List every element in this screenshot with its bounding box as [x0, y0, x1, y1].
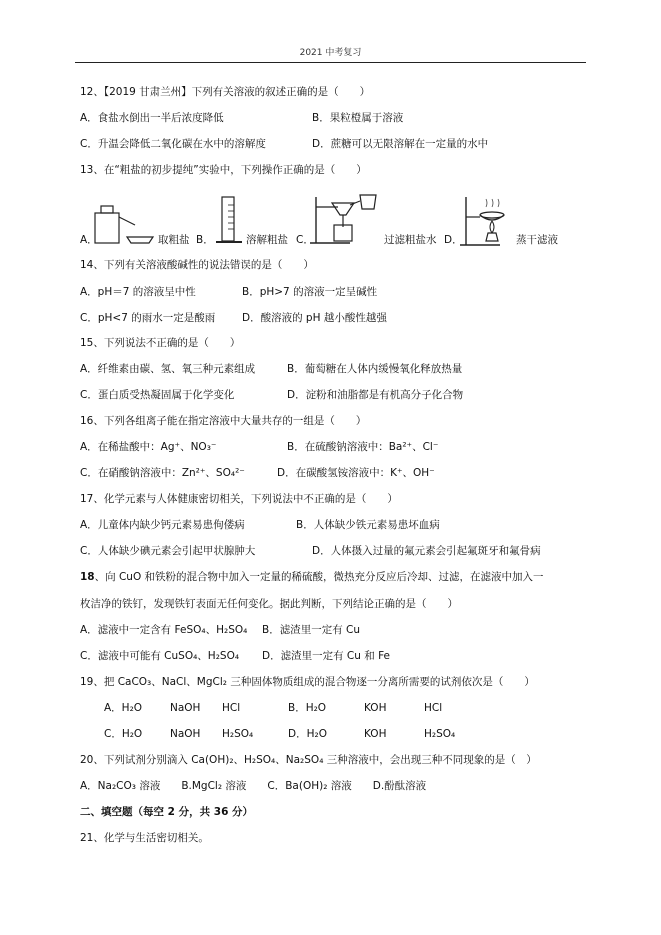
q13-option-d-label: D．: [444, 234, 463, 246]
q15-option-d: D．淀粉和油脂都是有机高分子化合物: [287, 389, 464, 401]
q15-option-b: B．葡萄糖在人体内缓慢氧化释放热量: [287, 363, 463, 375]
q14-option-c: C．pH<7 的雨水一定是酸雨: [80, 312, 216, 324]
q19-stem: 19、把 CaCO₃、NaCl、MgCl₂ 三种固体物质组成的混合物逐一分离所需要的试剂依次是（ ）: [80, 676, 535, 688]
q17-option-d: D．人体摄入过量的氟元素会引起氟斑牙和氟骨病: [312, 545, 541, 557]
q13-stem: 13、在“粗盐的初步提纯”实验中，下列操作正确的是（ ）: [80, 164, 367, 176]
q19-option-c-1: C．H₂O: [104, 728, 143, 740]
q21-stem: 21、化学与生活密切相关。: [80, 832, 209, 844]
q12-option-d: D．蔗糖可以无限溶解在一定量的水中: [312, 138, 489, 150]
q19-option-a-2: NaOH: [170, 702, 201, 714]
q16-option-b: B．在硫酸钠溶液中：Ba²⁺、Cl⁻: [287, 441, 439, 453]
q16-option-a: A．在稀盐酸中：Ag⁺、NO₃⁻: [80, 441, 217, 453]
q13-option-a-label: A．: [80, 234, 98, 246]
q12-option-a: A．食盐水倒出一半后浓度降低: [80, 112, 224, 124]
q15-option-a: A．纤维素由碳、氢、氧三种元素组成: [80, 363, 256, 375]
q20-options: A．Na₂CO₃ 溶液 B.MgCl₂ 溶液 C．Ba(OH)₂ 溶液 D.酚酞溶液: [80, 780, 427, 792]
q13-option-c-text: 过滤粗盐水: [384, 234, 437, 246]
q19-option-b-1: B．H₂O: [288, 702, 327, 714]
q19-option-d-2: KOH: [364, 728, 387, 740]
q12-stem: 12、【2019 甘肃兰州】下列有关溶液的叙述正确的是（ ）: [80, 86, 371, 98]
q19-option-a-1: A．H₂O: [104, 702, 143, 714]
q18-option-c: C．滤液中可能有 CuSO₄、H₂SO₄: [80, 650, 240, 662]
q15-option-c: C．蛋白质受热凝固属于化学变化: [80, 389, 235, 401]
q19-option-d-3: H₂SO₄: [424, 728, 456, 740]
section-title: 二、填空题（每空 2 分，共 36 分）: [80, 806, 254, 818]
q18-stem-line1: [80, 570, 544, 584]
q19-option-c-3: H₂SO₄: [222, 728, 254, 740]
apparatus-graduated-cylinder-icon: [212, 195, 248, 247]
q19-option-d-1: D．H₂O: [288, 728, 327, 740]
q20-stem: 20、下列试剂分别滴入 Ca(OH)₂、H₂SO₄、Na₂SO₄ 三种溶液中，会出现三种不同现象的是（ ）: [80, 754, 537, 766]
q18-option-a: A．滤液中一定含有 FeSO₄、H₂SO₄: [80, 624, 248, 636]
page-header: 2021 中考复习: [299, 48, 362, 58]
q18-stem-text: 、向 CuO 和铁粉的混合物中加入一定量的稀硫酸，微热充分反应后冷却、过滤，在滤液中加入一: [94, 571, 544, 583]
q13-option-b-text: 溶解粗盐: [246, 234, 288, 246]
q13-option-d-text: 蒸干滤液: [516, 234, 558, 246]
q14-option-a: A．pH＝7 的溶液呈中性: [80, 286, 196, 298]
q17-option-b: B．人体缺少铁元素易患坏血病: [296, 519, 440, 531]
q16-option-d: D．在碳酸氢铵溶液中：K⁺、OH⁻: [277, 467, 435, 479]
q19-option-b-3: HCl: [424, 702, 443, 714]
q18-stem-line2: 枚洁净的铁钉，发现铁钉表面无任何变化。据此判断，下列结论正确的是（ ）: [80, 598, 458, 610]
q13-option-c-label: C．: [296, 234, 314, 246]
q19-option-c-2: NaOH: [170, 728, 201, 740]
q17-stem: 17、化学元素与人体健康密切相关，下列说法中不正确的是（ ）: [80, 493, 398, 505]
apparatus-take-salt-icon: [93, 203, 155, 245]
q18-option-b: B．滤渣里一定有 Cu: [262, 624, 361, 636]
apparatus-filtration-icon: [310, 193, 382, 247]
q19-option-b-2: KOH: [364, 702, 387, 714]
q17-option-c: C．人体缺少碘元素会引起甲状腺肿大: [80, 545, 256, 557]
header-rule: [75, 62, 586, 63]
q14-option-d: D．酸溶液的 pH 越小酸性越强: [242, 312, 387, 324]
q17-option-a: A．儿童体内缺少钙元素易患佝偻病: [80, 519, 245, 531]
q12-option-c: C．升温会降低二氧化碳在水中的溶解度: [80, 138, 266, 150]
q19-option-a-3: HCl: [222, 702, 241, 714]
q12-option-b: B．果粒橙属于溶液: [312, 112, 404, 124]
q16-option-c: C．在硝酸钠溶液中：Zn²⁺、SO₄²⁻: [80, 467, 245, 479]
q13-option-b-label: B．: [196, 234, 214, 246]
q18-option-d: D．滤渣里一定有 Cu 和 Fe: [262, 650, 391, 662]
apparatus-evaporation-icon: [458, 193, 516, 249]
q14-option-b: B．pH>7 的溶液一定呈碱性: [242, 286, 378, 298]
q16-stem: 16、下列各组离子能在指定溶液中大量共存的一组是（ ）: [80, 415, 367, 427]
q13-option-a-text: 取粗盐: [158, 234, 190, 246]
q18-number: 18: [80, 571, 95, 583]
q14-stem: 14、下列有关溶液酸碱性的说法错误的是（ ）: [80, 259, 314, 271]
q15-stem: 15、下列说法不正确的是（ ）: [80, 337, 241, 349]
